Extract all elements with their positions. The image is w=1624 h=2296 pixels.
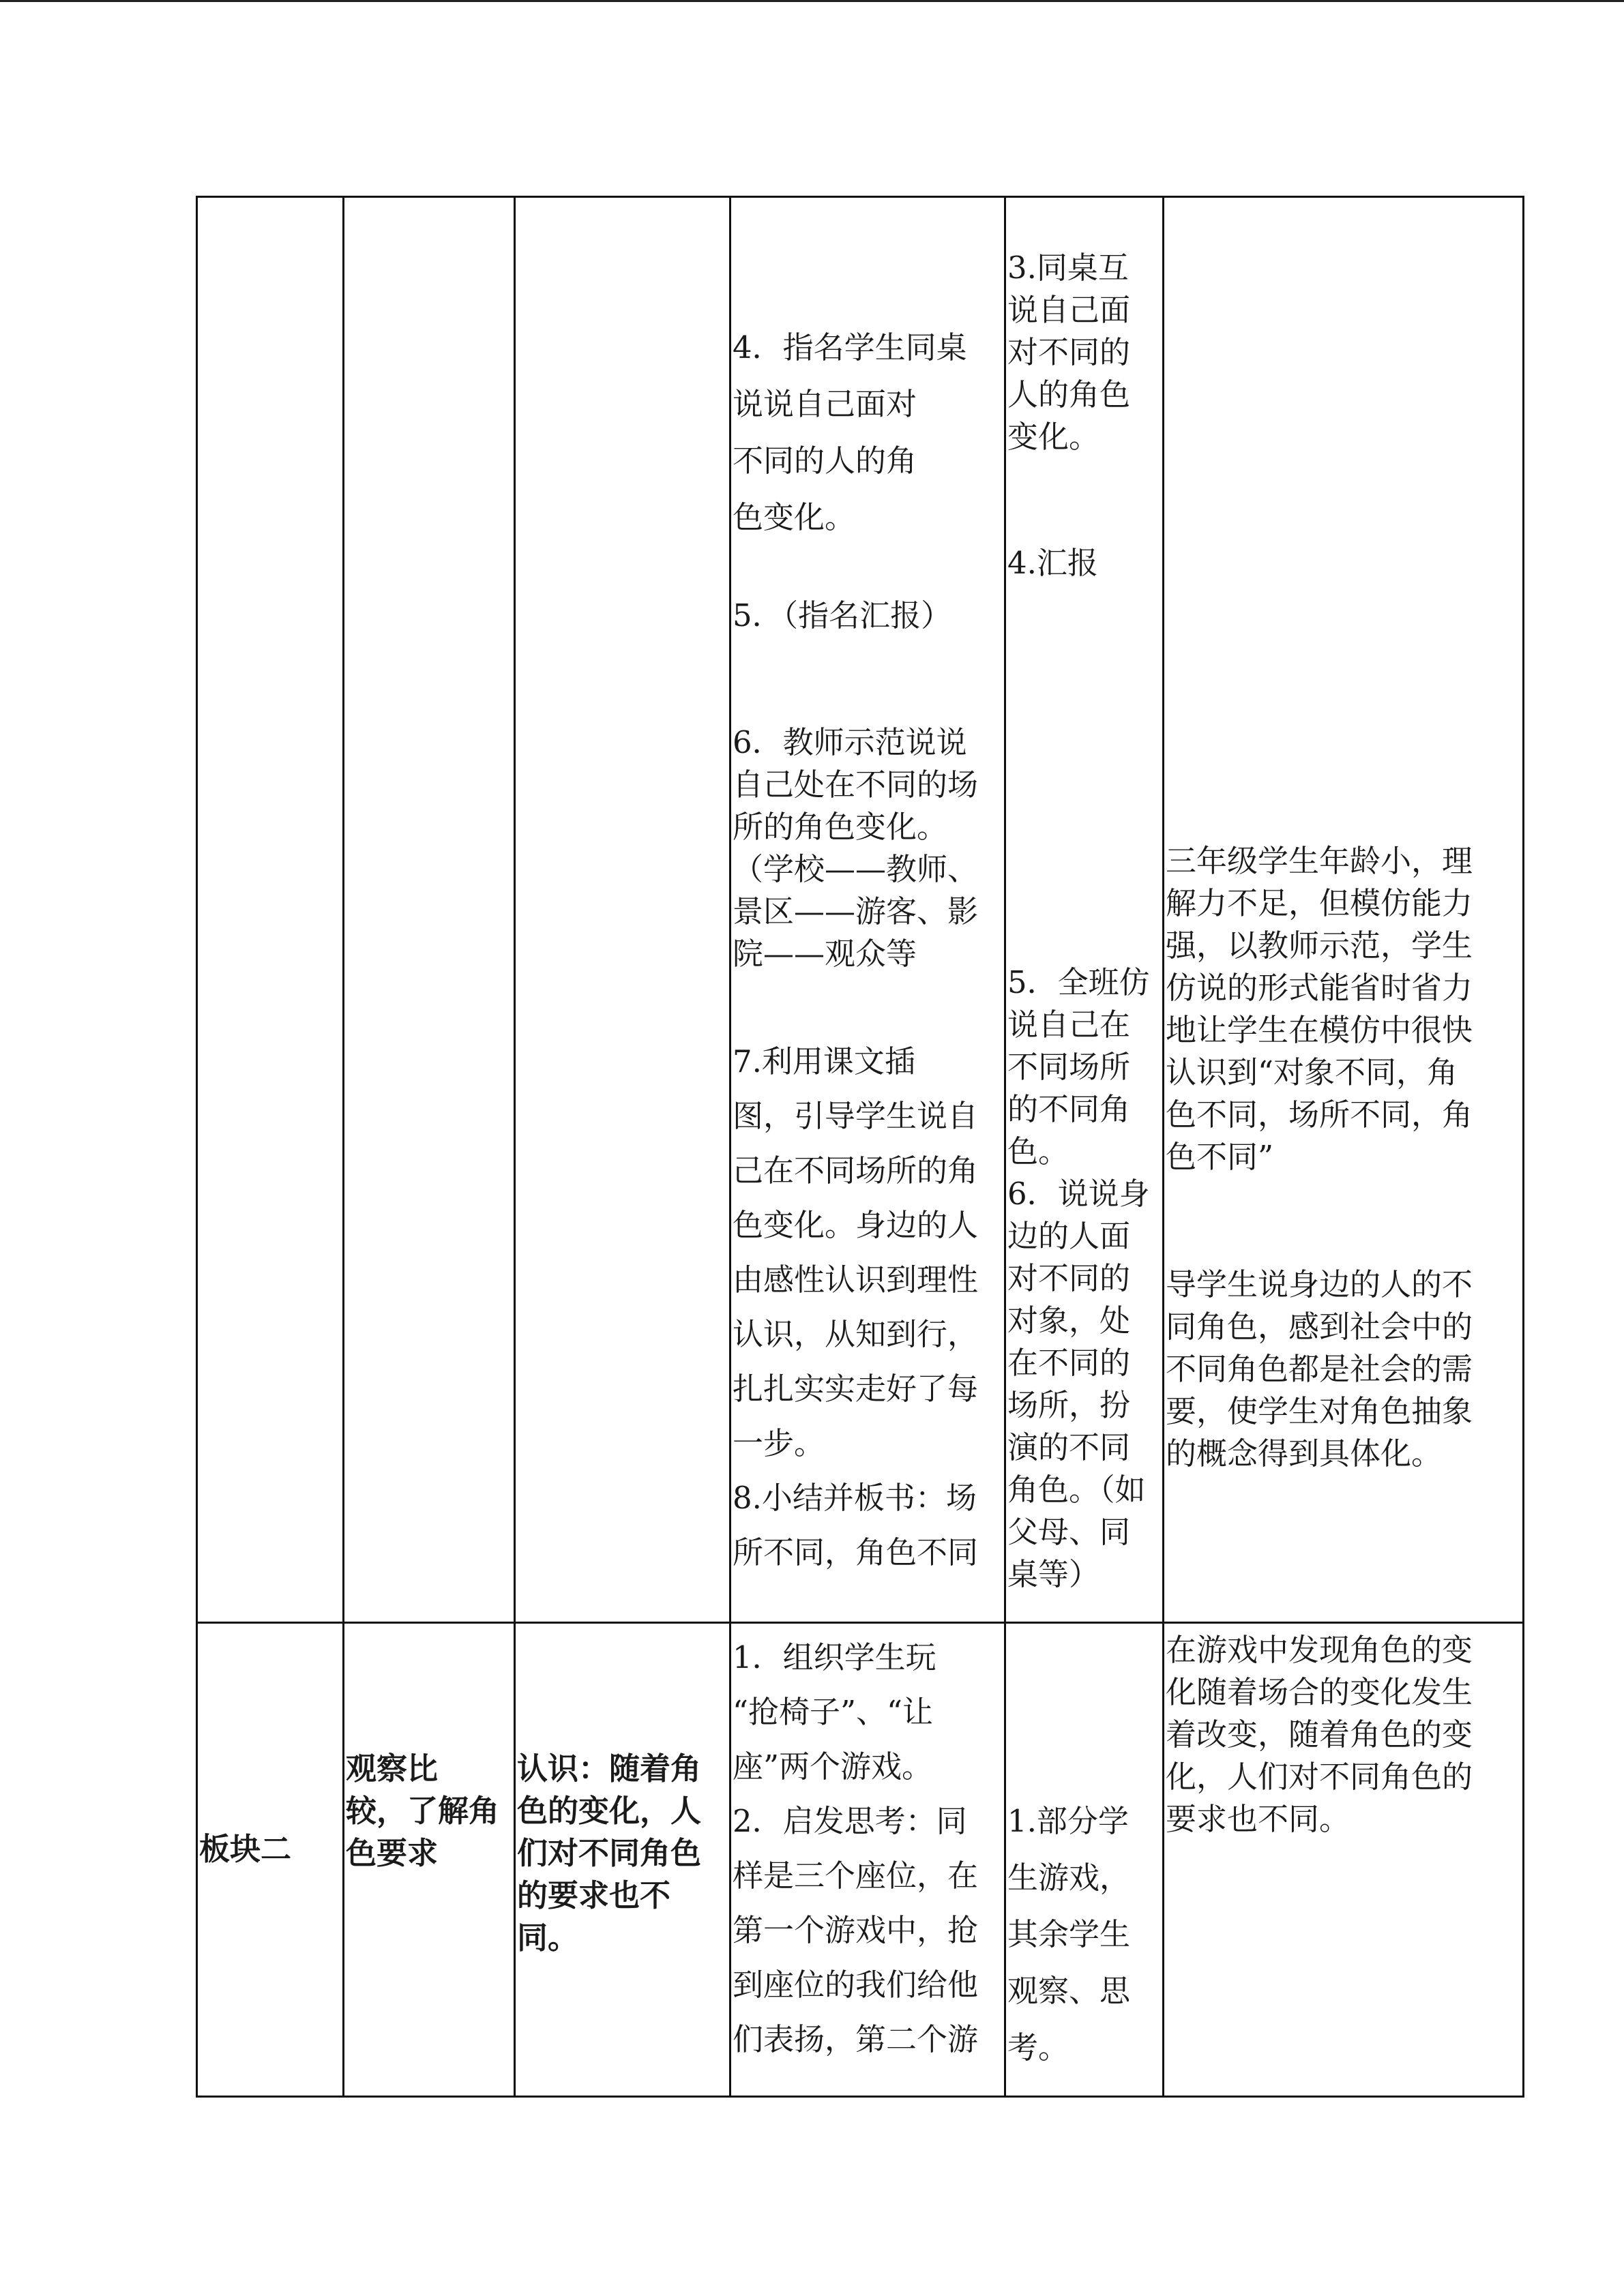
row1-topic-cell [342, 196, 516, 1624]
row1-teacher-cell [729, 196, 1006, 1624]
row1-teacher-item7-8: 7.利用课文插 图，引导学生说自 己在不同场所的角 色变化。身边的人 由感性认识到理性 认识，从知到行， 扎扎实实走好了每 一步。 8.小结并板书：场 所不同，角色不同 [733, 1043, 979, 1570]
row1-teacher-item4: 4．指名学生同桌 说说自己面对 不同的人的角 色变化。 [733, 329, 967, 535]
row2-topic-cell [342, 1622, 516, 2098]
row2-section-cell [196, 1622, 344, 2098]
row2-goal-cell [514, 1622, 731, 2098]
row1-student-item5-6: 5．全班仿 说自己在 不同场所 的不同角 色。 6．说说身 边的人面 对不同的 对象，处 在不同的 场所，扮 演的不同 角色。（如 父母、同 桌等） [1007, 964, 1150, 1592]
row2-goal-text: 认识：随着角 色的变化，人 们对不同角色 的要求也不 同。 [517, 1750, 702, 1956]
row1-student-cell [1004, 196, 1164, 1624]
row2-student-cell [1004, 1622, 1164, 2098]
row1-intent-cell [1162, 196, 1524, 1624]
row1-student-item4: 4.汇报 [1007, 545, 1098, 581]
lesson-plan-table [196, 196, 1524, 2098]
row2-teacher-cell [729, 1622, 1006, 2098]
row1-teacher-item5: 5．（指名汇报） [733, 597, 952, 633]
row2-teacher-text: 1．组织学生玩 “抢椅子”、“让 座”两个游戏。 2．启发思考：同 样是三个座位，在 第一个游戏中，抢 到座位的我们给他 们表扬，第二个游 [733, 1639, 979, 2057]
row1-intent-para2: 导学生说身边的人的不 同角色，感到社会中的 不同角色都是社会的需 要，使学生对角色抽象 的概念得到具体化。 [1166, 1266, 1473, 1472]
row1-teacher-item6: 6．教师示范说说 自己处在不同的场 所的角色变化。 （学校——教师、 景区——游客、影 院——观众等 [733, 724, 979, 972]
row1-goal-cell [514, 196, 731, 1624]
row2-topic-text: 观察比 较，了解角 色要求 [346, 1750, 500, 1871]
page-top-rule [0, 0, 1624, 2]
row2-intent-cell [1162, 1622, 1524, 2098]
row1-section-cell [196, 196, 344, 1624]
row2-intent-text: 在游戏中发现角色的变 化随着场合的变化发生 着改变，随着角色的变 化，人们对不同角色的 要求也不同。 [1166, 1632, 1473, 1837]
row2-student-text: 1.部分学 生游戏， 其余学生 观察、思 考。 [1007, 1803, 1131, 2066]
row1-intent-para1: 三年级学生年龄小，理 解力不足，但模仿能力 强，以教师示范，学生 仿说的形式能省时省力 地让学生在模仿中很快 认识到“对象不同，角 色不同，场所不同，角 色不同” [1166, 843, 1473, 1175]
row1-student-item3: 3.同桌互 说自己面 对不同的 人的角色 变化。 [1007, 250, 1131, 455]
row2-section-text: 板块二 [199, 1831, 292, 1867]
